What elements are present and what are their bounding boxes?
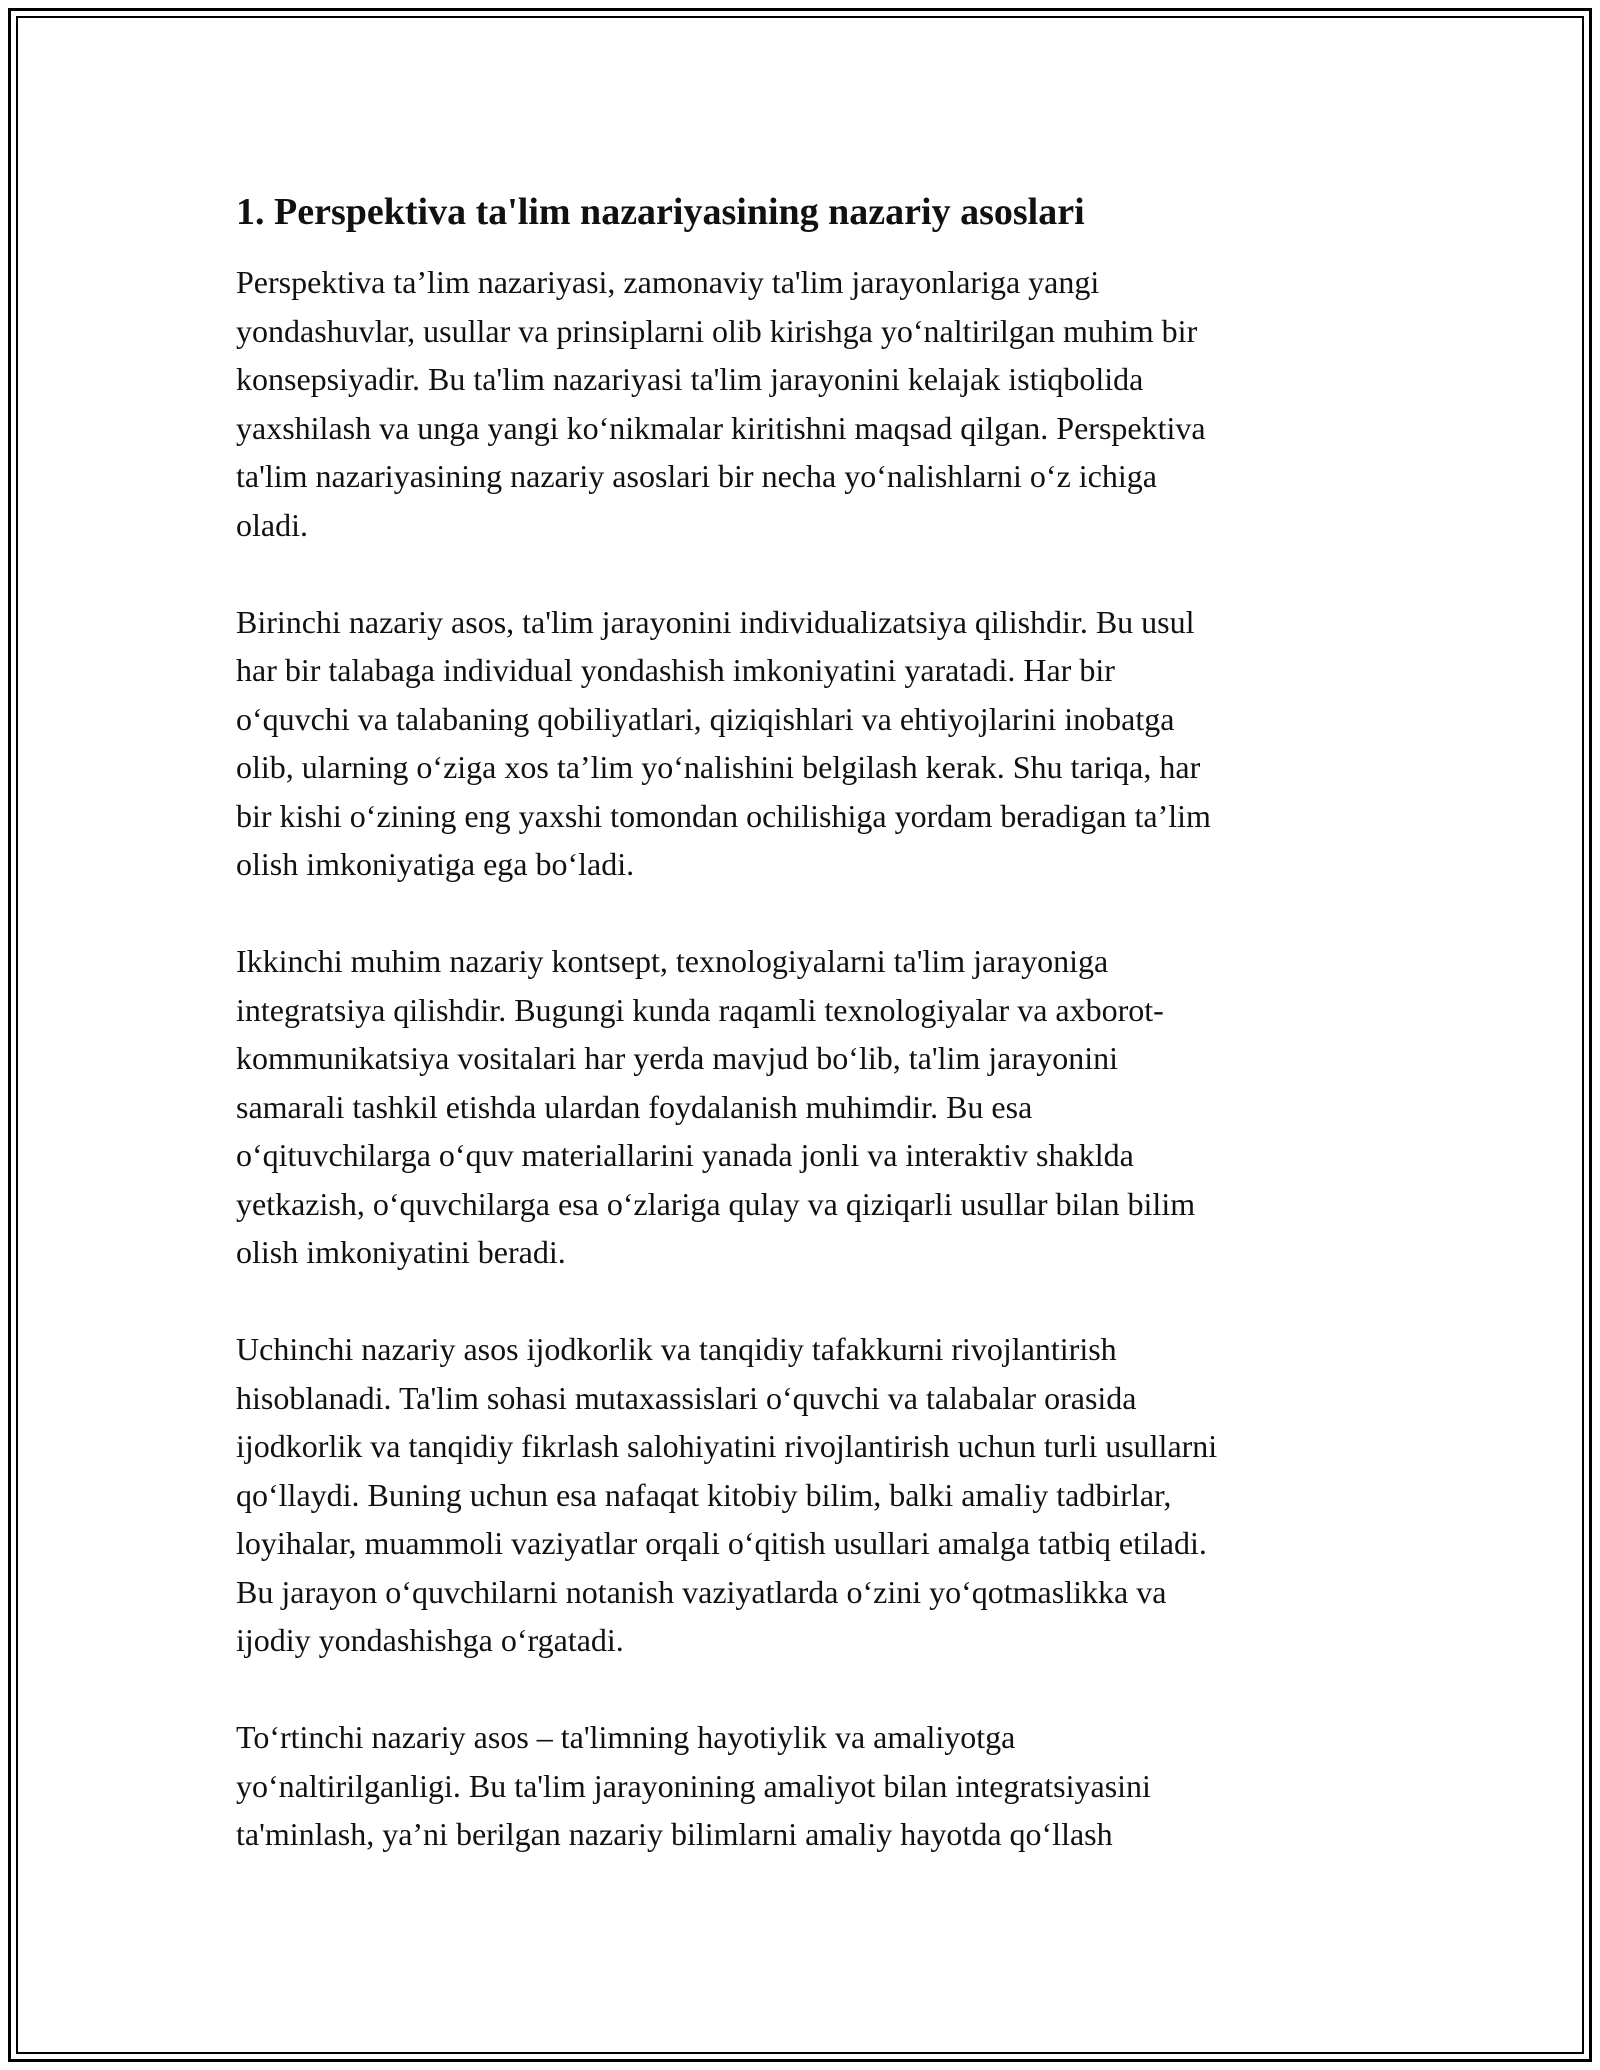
text-line: ijodiy yondashishga o‘rgatadi. — [236, 1622, 624, 1658]
text-line: integratsiya qilishdir. Bugungi kunda raqamli texnologiyalar va axborot- — [236, 991, 1164, 1028]
paragraph-1 — [236, 258, 1364, 549]
paragraph-4 — [236, 1325, 1364, 1665]
text-line: yondashuvlar, usullar va prinsiplarni olib kirishga yo‘naltirilgan muhim bir — [236, 312, 1198, 349]
text-line: Bu jarayon o‘quvchilarni notanish vaziyatlarda o‘zini yo‘qotmaslikka va — [236, 1573, 1167, 1610]
document-body — [236, 186, 1364, 1907]
text-line: loyihalar, muammoli vaziyatlar orqali o‘qitish usullari amalga tatbiq etiladi. — [236, 1525, 1207, 1561]
text-line: To‘rtinchi nazariy asos – ta'limning hayotiylik va amaliyotga — [236, 1719, 1016, 1755]
text-line: yaxshilash va unga yangi ko‘nikmalar kiritishni maqsad qilgan. Perspektiva — [236, 409, 1206, 446]
text-line: har bir talabaga individual yondashish imkoniyatini yaratadi. Har bir — [236, 652, 1115, 688]
text-line: Uchinchi nazariy asos ijodkorlik va tanqidiy tafakkurni rivojlantirish — [236, 1331, 1117, 1367]
text-line: ta'minlash, ya’ni berilgan nazariy bilimlarni amaliy hayotda qo‘llash — [236, 1816, 1113, 1852]
text-line: Birinchi nazariy asos, ta'lim jarayonini individualizatsiya qilishdir. Bu usul — [236, 603, 1195, 640]
text-line: ijodkorlik va tanqidiy fikrlash salohiyatini rivojlantirish uchun turli usullarni — [236, 1428, 1218, 1464]
text-line: o‘quvchi va talabaning qobiliyatlari, qiziqishlari va ehtiyojlarini inobatga — [236, 700, 1175, 737]
text-line: oladi. — [236, 506, 308, 543]
text-line: olish imkoniyatiga ega bo‘ladi. — [236, 846, 635, 882]
text-line: kommunikatsiya vositalari har yerda mavjud bo‘lib, ta'lim jarayonini — [236, 1040, 1118, 1076]
text-line: bir kishi o‘zining eng yaxshi tomondan ochilishiga yordam beradigan ta’lim — [236, 797, 1211, 834]
paragraph-2 — [236, 598, 1364, 889]
text-line: olib, ularning o‘ziga xos ta’lim yo‘nalishini belgilash kerak. Shu tariqa, har — [236, 749, 1201, 785]
text-line: olish imkoniyatini beradi. — [236, 1234, 566, 1270]
paragraph-5 — [236, 1713, 1364, 1859]
text-line: hisoblanadi. Ta'lim sohasi mutaxassislari o‘quvchi va talabalar orasida — [236, 1379, 1137, 1416]
text-line: konsepsiyadir. Bu ta'lim nazariyasi ta'lim jarayonini kelajak istiqbolida — [236, 361, 1144, 397]
text-line: ta'lim nazariyasining nazariy asoslari bir necha yo‘nalishlarni o‘z ichiga — [236, 458, 1157, 494]
text-line: samarali tashkil etishda ulardan foydalanish muhimdir. Bu esa — [236, 1088, 1033, 1125]
text-line: yo‘naltirilganligi. Bu ta'lim jarayonining amaliyot bilan integratsiyasini — [236, 1767, 1151, 1804]
paragraph-3 — [236, 937, 1364, 1277]
section-heading: 1. Perspektiva ta'lim nazariyasining nazariy asoslari — [236, 191, 1085, 233]
text-line: yetkazish, o‘quvchilarga esa o‘zlariga qulay va qiziqarli usullar bilan bilim — [236, 1185, 1196, 1222]
text-line: o‘qituvchilarga o‘quv materiallarini yanada jonli va interaktiv shakldа — [236, 1137, 1134, 1173]
text-line: Ikkinchi muhim nazariy kontsept, texnologiyalarni ta'lim jarayoniga — [236, 943, 1109, 979]
text-line: Perspektiva ta’lim nazariyasi, zamonaviy ta'lim jarayonlariga yangi — [236, 264, 1100, 300]
text-line: qo‘llaydi. Buning uchun esa nafaqat kitobiy bilim, balki amaliy tadbirlar, — [236, 1476, 1172, 1513]
